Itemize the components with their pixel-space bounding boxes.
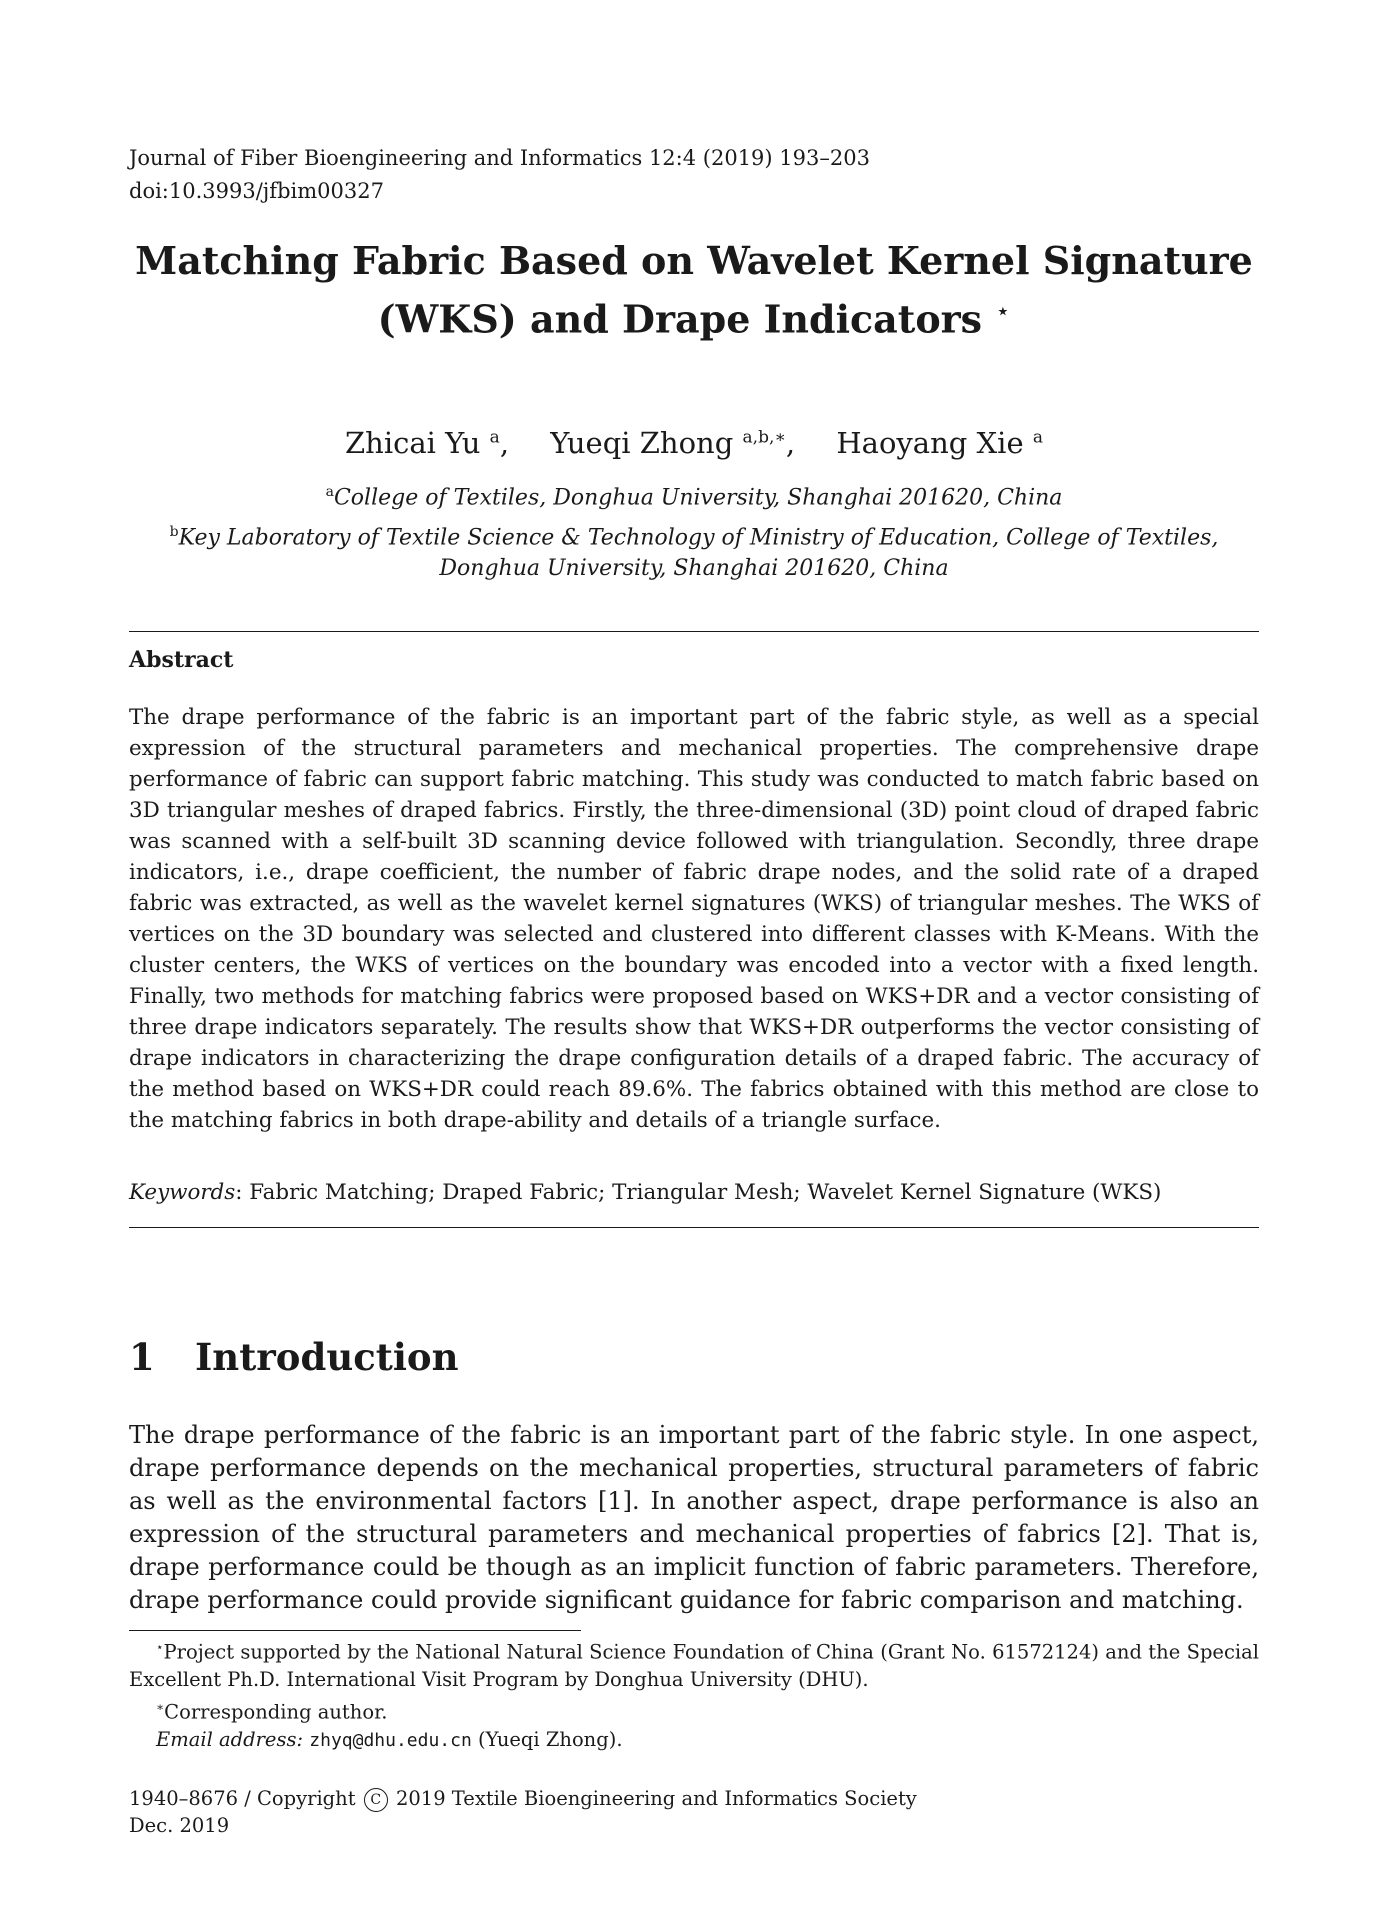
journal-citation: Journal of Fiber Bioengineering and Informatics 12:4 (2019) 193–203 [129,146,870,170]
author [836,426,1043,460]
author-name: Yueqi Zhong [550,425,734,460]
affiliation-a [129,477,1259,513]
society-name: 2019 Textile Bioengineering and Informatics Society [395,1787,917,1810]
affiliation-b [129,517,1259,584]
title-line-2 [129,286,1259,345]
author [550,426,795,460]
section-number: 1 [129,1335,155,1379]
issn-copyright: 1940–8676 / Copyright [129,1787,356,1810]
author-name: Zhicai Yu [345,425,481,460]
footnote-text: Corresponding author. [164,1700,388,1723]
footnote-rule [129,1630,581,1631]
author-sep: , [499,425,510,460]
email-owner: (Yueqi Zhong). [478,1727,623,1751]
author [345,426,509,460]
footnotes [129,1634,1259,1754]
issue-date: Dec. 2019 [129,1814,230,1837]
affil-mark: a [325,484,334,500]
abstract-top-rule [129,631,1259,632]
introduction-paragraph: The drape performance of the fabric is an important part of the fabric style. In one aspect, drape performance depends on the mechanical properties, structural parameters of fabric as well as the environmental factors [1]. In another aspect, drape performance is also an expression of the structural parameters and mechanical properties of fabrics [2]. That is, drape performance could be though as an implicit function of fabric parameters. Therefore, drape performance could provide significant guidance for fabric comparison and matching. [129,1421,1259,1614]
affil-text: College of Textiles, Donghua University, Shanghai 201620, China [333,485,1063,511]
title-line-1: Matching Fabric Based on Wavelet Kernel Signature [135,238,1253,283]
section-title: Introduction [195,1335,459,1379]
paper-title [129,236,1259,345]
affil-text: Key Laboratory of Textile Science & Technology of Ministry of Education, College of Textiles, [178,525,1219,551]
title-star-mark: ⋆ [995,297,1011,325]
abstract-bottom-rule [129,1227,1259,1228]
copyright-icon: C [364,1788,388,1812]
footnote-corresponding [129,1694,1259,1726]
section-heading-introduction [129,1333,459,1381]
abstract-body: The drape performance of the fabric is an important part of the fabric style, as well as a special expression of the structural parameters and mechanical properties. The comprehensive drape performance of fabric can support fabric matching. This study was conducted to match fabric based on 3D triangular meshes of draped fabrics. Firstly, the three-dimensional (3D) point cloud of draped fabric was scanned with a self-built 3D scanning device followed with triangulation. Secondly, three drape indicators, i.e., drape coefficient, the number of fabric drape nodes, and the solid rate of a draped fabric was extracted, as well as the wavelet kernel signatures (WKS) of triangular meshes. The WKS of vertices on the 3D boundary was selected and clustered into different classes with K-Means. With the cluster centers, the WKS of vertices on the boundary was encoded into a vector with a fixed length. Finally, two methods for matching fabrics were proposed based on WKS+DR and a vector consisting of three drape indicators separately. The results show that WKS+DR outperforms the vector consisting of drape indicators in characterizing the drape configuration details of a draped fabric. The accuracy of the method based on WKS+DR could reach 89.6%. The fabrics obtained with this method are close to the matching fabrics in both drape-ability and details of a triangle surface. [129,705,1259,1133]
author-list [129,418,1259,462]
affil-b-line-2: Donghua University, Shanghai 201620, China [439,556,949,582]
footnote-mark: ∗ [156,1699,165,1714]
keywords-label: Keywords [129,1180,236,1205]
keywords [129,1178,1161,1208]
email-label: Email address: [156,1727,304,1751]
copyright-line [129,1785,917,1813]
footnote-text: Project supported by the National Natural Science Foundation of China (Grant No. 61572124) and the Special Excellent Ph.D. International Visit Program by Donghua University (DHU). [129,1640,1259,1691]
author-affil-mark: a,b,∗ [742,427,786,447]
footnote-project [129,1634,1259,1694]
footnote-email [129,1726,1259,1755]
title-line-2-text: (WKS) and Drape Indicators [377,296,983,342]
author-sep: , [785,425,796,460]
author-name: Haoyang Xie [836,425,1024,460]
author-affil-mark: a [489,427,500,447]
affil-b-line-1 [129,517,1259,553]
keywords-text: : Fabric Matching; Draped Fabric; Triangular Mesh; Wavelet Kernel Signature (WKS) [235,1180,1162,1205]
abstract-heading: Abstract [129,647,234,673]
affil-mark: b [169,524,179,540]
email-address: zhyq@dhu.edu.cn [309,1729,472,1751]
author-affil-mark: a [1032,427,1043,447]
doi: doi:10.3993/jfbim00327 [129,179,384,203]
footnote-mark: ⋆ [156,1640,164,1654]
